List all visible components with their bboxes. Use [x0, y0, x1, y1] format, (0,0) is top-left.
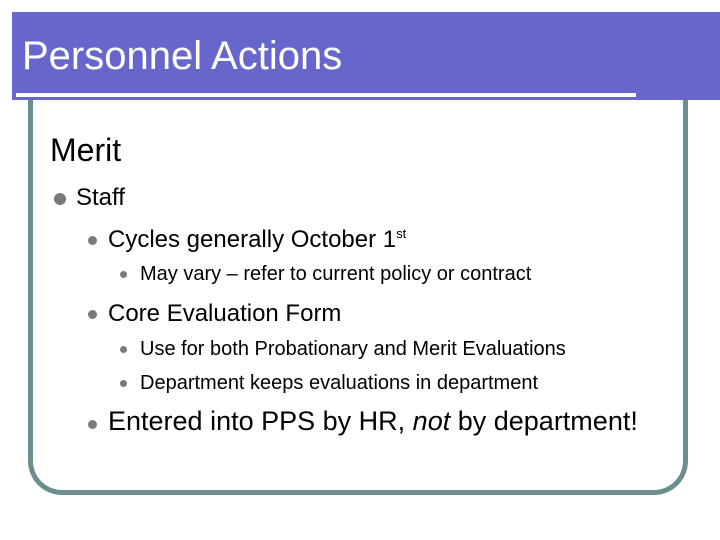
- cycles-text: Cycles generally October 1: [108, 226, 397, 253]
- section-heading: Merit: [50, 132, 122, 168]
- bullet-may-vary: May vary – refer to current policy or contract: [140, 263, 532, 285]
- bullet-core-form: Core Evaluation Form: [108, 300, 342, 327]
- entered-text-start: Entered into PPS by HR,: [108, 406, 406, 436]
- slide-title: Personnel Actions: [22, 34, 343, 78]
- entered-emphasis: not: [412, 406, 451, 436]
- cycles-superscript: st: [396, 226, 407, 241]
- bullet-dept-keeps: Department keeps evaluations in department: [140, 372, 539, 394]
- bullet-icon: [120, 346, 127, 353]
- entered-text-end: by department!: [457, 406, 638, 436]
- bullet-icon: [54, 193, 66, 205]
- bullet-icon: [88, 420, 97, 429]
- bullet-staff: Staff: [76, 184, 125, 211]
- bullet-icon: [88, 236, 97, 245]
- bullet-icon: [88, 310, 97, 319]
- bullet-use-for-both: Use for both Probationary and Merit Evaluations: [140, 338, 566, 360]
- bullet-icon: [120, 380, 127, 387]
- bullet-icon: [120, 271, 127, 278]
- bullet-cycles: [108, 226, 406, 254]
- bullet-entered-pps: [108, 406, 638, 437]
